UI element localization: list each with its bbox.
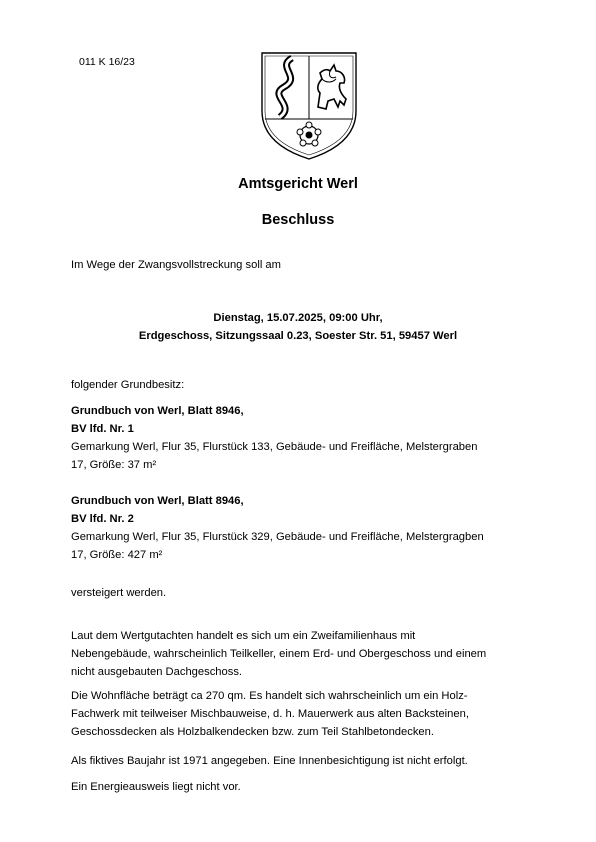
- parcel-description-cont: 17, Größe: 37 m²: [71, 459, 157, 471]
- description-paragraph-1: [71, 627, 531, 681]
- property-intro: folgender Grundbesitz:: [71, 379, 185, 391]
- text-line: Fachwerk mit teilweiser Mischbauweise, d. h. Mauerwerk aus alten Backsteinen,: [71, 708, 469, 720]
- description-paragraph-4: Ein Energieausweis liegt nicht vor.: [71, 781, 241, 793]
- coat-of-arms-icon: [258, 49, 360, 161]
- description-paragraph-3: Als fiktives Baujahr ist 1971 angegeben. Eine Innenbesichtigung ist nicht erfolgt.: [71, 755, 468, 767]
- auction-phrase: versteigert werden.: [71, 587, 167, 599]
- text-line: Nebengebäude, wahrscheinlich Teilkeller, einem Erd- und Obergeschoss und einem: [71, 648, 487, 660]
- parcel-item: BV lfd. Nr. 2: [71, 513, 134, 525]
- text-line: Laut dem Wertgutachten handelt es sich um ein Zweifamilienhaus mit: [71, 630, 416, 642]
- parcel-1: [71, 402, 531, 474]
- parcel-register: Grundbuch von Werl, Blatt 8946,: [71, 405, 244, 417]
- text-line: nicht ausgebauten Dachgeschoss.: [71, 666, 243, 678]
- parcel-description: Gemarkung Werl, Flur 35, Flurstück 329, Gebäude- und Freifläche, Melstergragben: [71, 531, 484, 543]
- intro-text: Im Wege der Zwangsvollstreckung soll am: [71, 259, 281, 271]
- parcel-description: Gemarkung Werl, Flur 35, Flurstück 133, Gebäude- und Freifläche, Melstergraben: [71, 441, 478, 453]
- description-paragraph-2: [71, 687, 531, 741]
- parcel-register: Grundbuch von Werl, Blatt 8946,: [71, 495, 244, 507]
- text-line: Die Wohnfläche beträgt ca 270 qm. Es handelt sich wahrscheinlich um ein Holz-: [71, 690, 468, 702]
- parcel-description-cont: 17, Größe: 427 m²: [71, 549, 163, 561]
- court-name: Amtsgericht Werl: [238, 176, 358, 192]
- document-title: Beschluss: [261, 212, 335, 228]
- appointment-location: Erdgeschoss, Sitzungssaal 0.23, Soester Str. 51, 59457 Werl: [138, 330, 458, 342]
- parcel-item: BV lfd. Nr. 1: [71, 423, 134, 435]
- file-number: 011 K 16/23: [79, 56, 135, 68]
- text-line: Geschossdecken als Holzbalkendecken bzw. zum Teil Stahlbetondecken.: [71, 726, 434, 738]
- parcel-2: [71, 492, 531, 564]
- appointment-date: Dienstag, 15.07.2025, 09:00 Uhr,: [213, 312, 383, 324]
